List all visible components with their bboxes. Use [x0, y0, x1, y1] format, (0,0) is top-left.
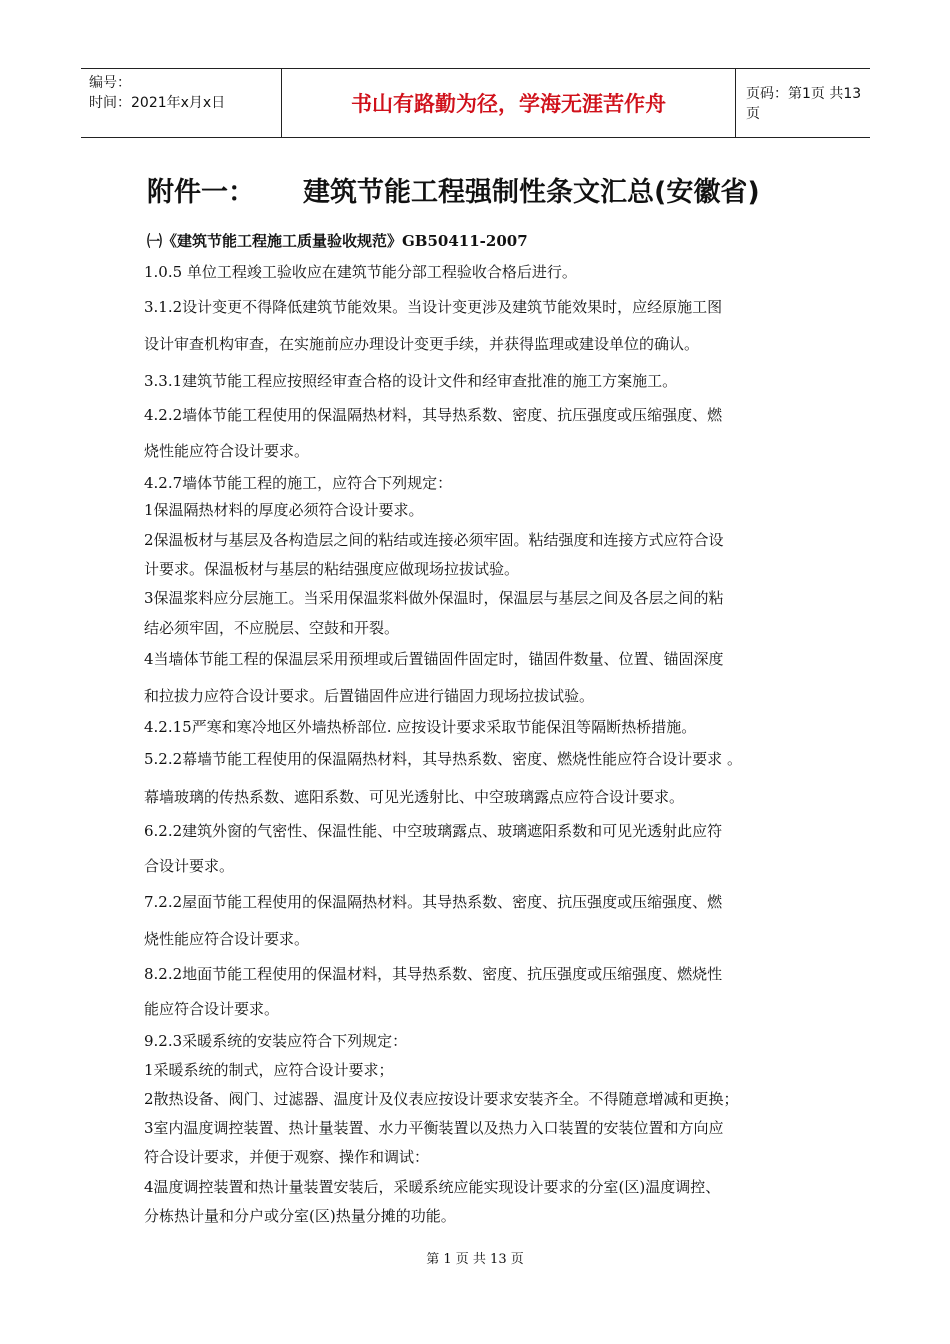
- page-header: [81, 68, 870, 138]
- text-line: 4.2.15严寒和寒冷地区外墙热桥部位. 应按设计要求采取节能保沮等隔断热桥措施。: [144, 718, 697, 736]
- text-line: 结必须牢固，不应脱层、空鼓和开裂。: [144, 619, 400, 637]
- text-line: 3保温浆料应分层施工。当采用保温浆料做外保温时，保温层与基层之间及各层之间的粘: [144, 589, 724, 607]
- title-prefix: 附件一：: [147, 177, 255, 208]
- text-line: 3室内温度调控装置、热计量装置、水力平衡装置以及热力入口装置的安装位置和方向应: [144, 1119, 724, 1137]
- text-line: 4温度调控装置和热计量装置安装后，采暖系统应能实现设计要求的分室(区)温度调控、: [144, 1178, 721, 1196]
- title-main: 建筑节能工程强制性条文汇总(安徽省): [303, 177, 760, 208]
- text-line: 幕墙玻璃的传热系数、遮阳系数、可见光透射比、中空玻璃露点应符合设计要求。: [144, 788, 685, 806]
- text-line: 能应符合设计要求。: [144, 1000, 280, 1018]
- text-line: 3.3.1建筑节能工程应按照经审查合格的设计文件和经审查批准的施工方案施工。: [144, 372, 678, 390]
- header-meta: [81, 69, 281, 137]
- text-line: 9.2.3采暖系统的安装应符合下列规定：: [144, 1032, 408, 1050]
- text-line: 7.2.2屋面节能工程使用的保温隔热材料。其导热系数、密度、抗压强度或压缩强度、燃: [144, 893, 723, 911]
- text-line: 8.2.2地面节能工程使用的保温材料，其导热系数、密度、抗压强度或压缩强度、燃烧性: [144, 965, 723, 983]
- text-line: 烧性能应符合设计要求。: [144, 442, 310, 460]
- text-line: 2散热设备、阀门、过滤器、温度计及仪表应按设计要求安装齐全。不得随意增减和更换；: [144, 1090, 739, 1108]
- text-line: 4当墙体节能工程的保温层采用预埋或后置锚固件固定时，锚固件数量、位置、锚固深度: [144, 650, 724, 668]
- document-title: [147, 170, 760, 209]
- section-heading: ㈠《建筑节能工程施工质量验收规范》GB50411-2007: [147, 232, 528, 250]
- time-label: 时间：2021年x月x日: [89, 95, 226, 111]
- text-line: 烧性能应符合设计要求。: [144, 930, 310, 948]
- text-line: 4.2.2墙体节能工程使用的保温隔热材料，其导热系数、密度、抗压强度或压缩强度、燃: [144, 406, 723, 424]
- text-line: 设计审查机构审查，在实施前应办理设计变更手续，并获得监理或建设单位的确认。: [144, 335, 700, 353]
- text-line: 符合设计要求，并便于观察、操作和调试：: [144, 1148, 430, 1166]
- text-line: 合设计要求。: [144, 857, 235, 875]
- text-line: 3.1.2设计变更不得降低建筑节能效果。当设计变更涉及建筑节能效果时，应经原施工图: [144, 298, 723, 316]
- page-footer: 第 1 页 共 13 页: [426, 1252, 524, 1267]
- header-page-info: 页码：第1页 共13页: [746, 86, 862, 122]
- text-line: 计要求。保温板材与基层的粘结强度应做现场拉拔试验。: [144, 560, 520, 578]
- text-line: 4.2.7墙体节能工程的施工，应符合下列规定：: [144, 474, 453, 492]
- text-line: 分栋热计量和分户或分室(区)热量分摊的功能。: [144, 1207, 456, 1225]
- text-line: 1采暖系统的制式，应符合设计要求；: [144, 1061, 394, 1079]
- text-line: 和拉拔力应符合设计要求。后置锚固件应进行锚固力现场拉拔试验。: [144, 687, 595, 705]
- header-motto: 书山有路勤为径，学海无涯苦作舟: [281, 69, 736, 137]
- text-line: 1.0.5 单位工程竣工验收应在建筑节能分部工程验收合格后进行。: [144, 263, 577, 281]
- number-label: 编号：: [89, 75, 131, 91]
- text-line: 1保温隔热材料的厚度必须符合设计要求。: [144, 501, 424, 519]
- text-line: 5.2.2幕墙节能工程使用的保温隔热材料，其导热系数、密度、燃烧性能应符合设计要求 。: [144, 750, 742, 768]
- text-line: 6.2.2建筑外窗的气密性、保温性能、中空玻璃露点、玻璃遮阳系数和可见光透射此应符: [144, 822, 723, 840]
- text-line: 2保温板材与基层及各构造层之间的粘结或连接必须牢固。粘结强度和连接方式应符合设: [144, 531, 724, 549]
